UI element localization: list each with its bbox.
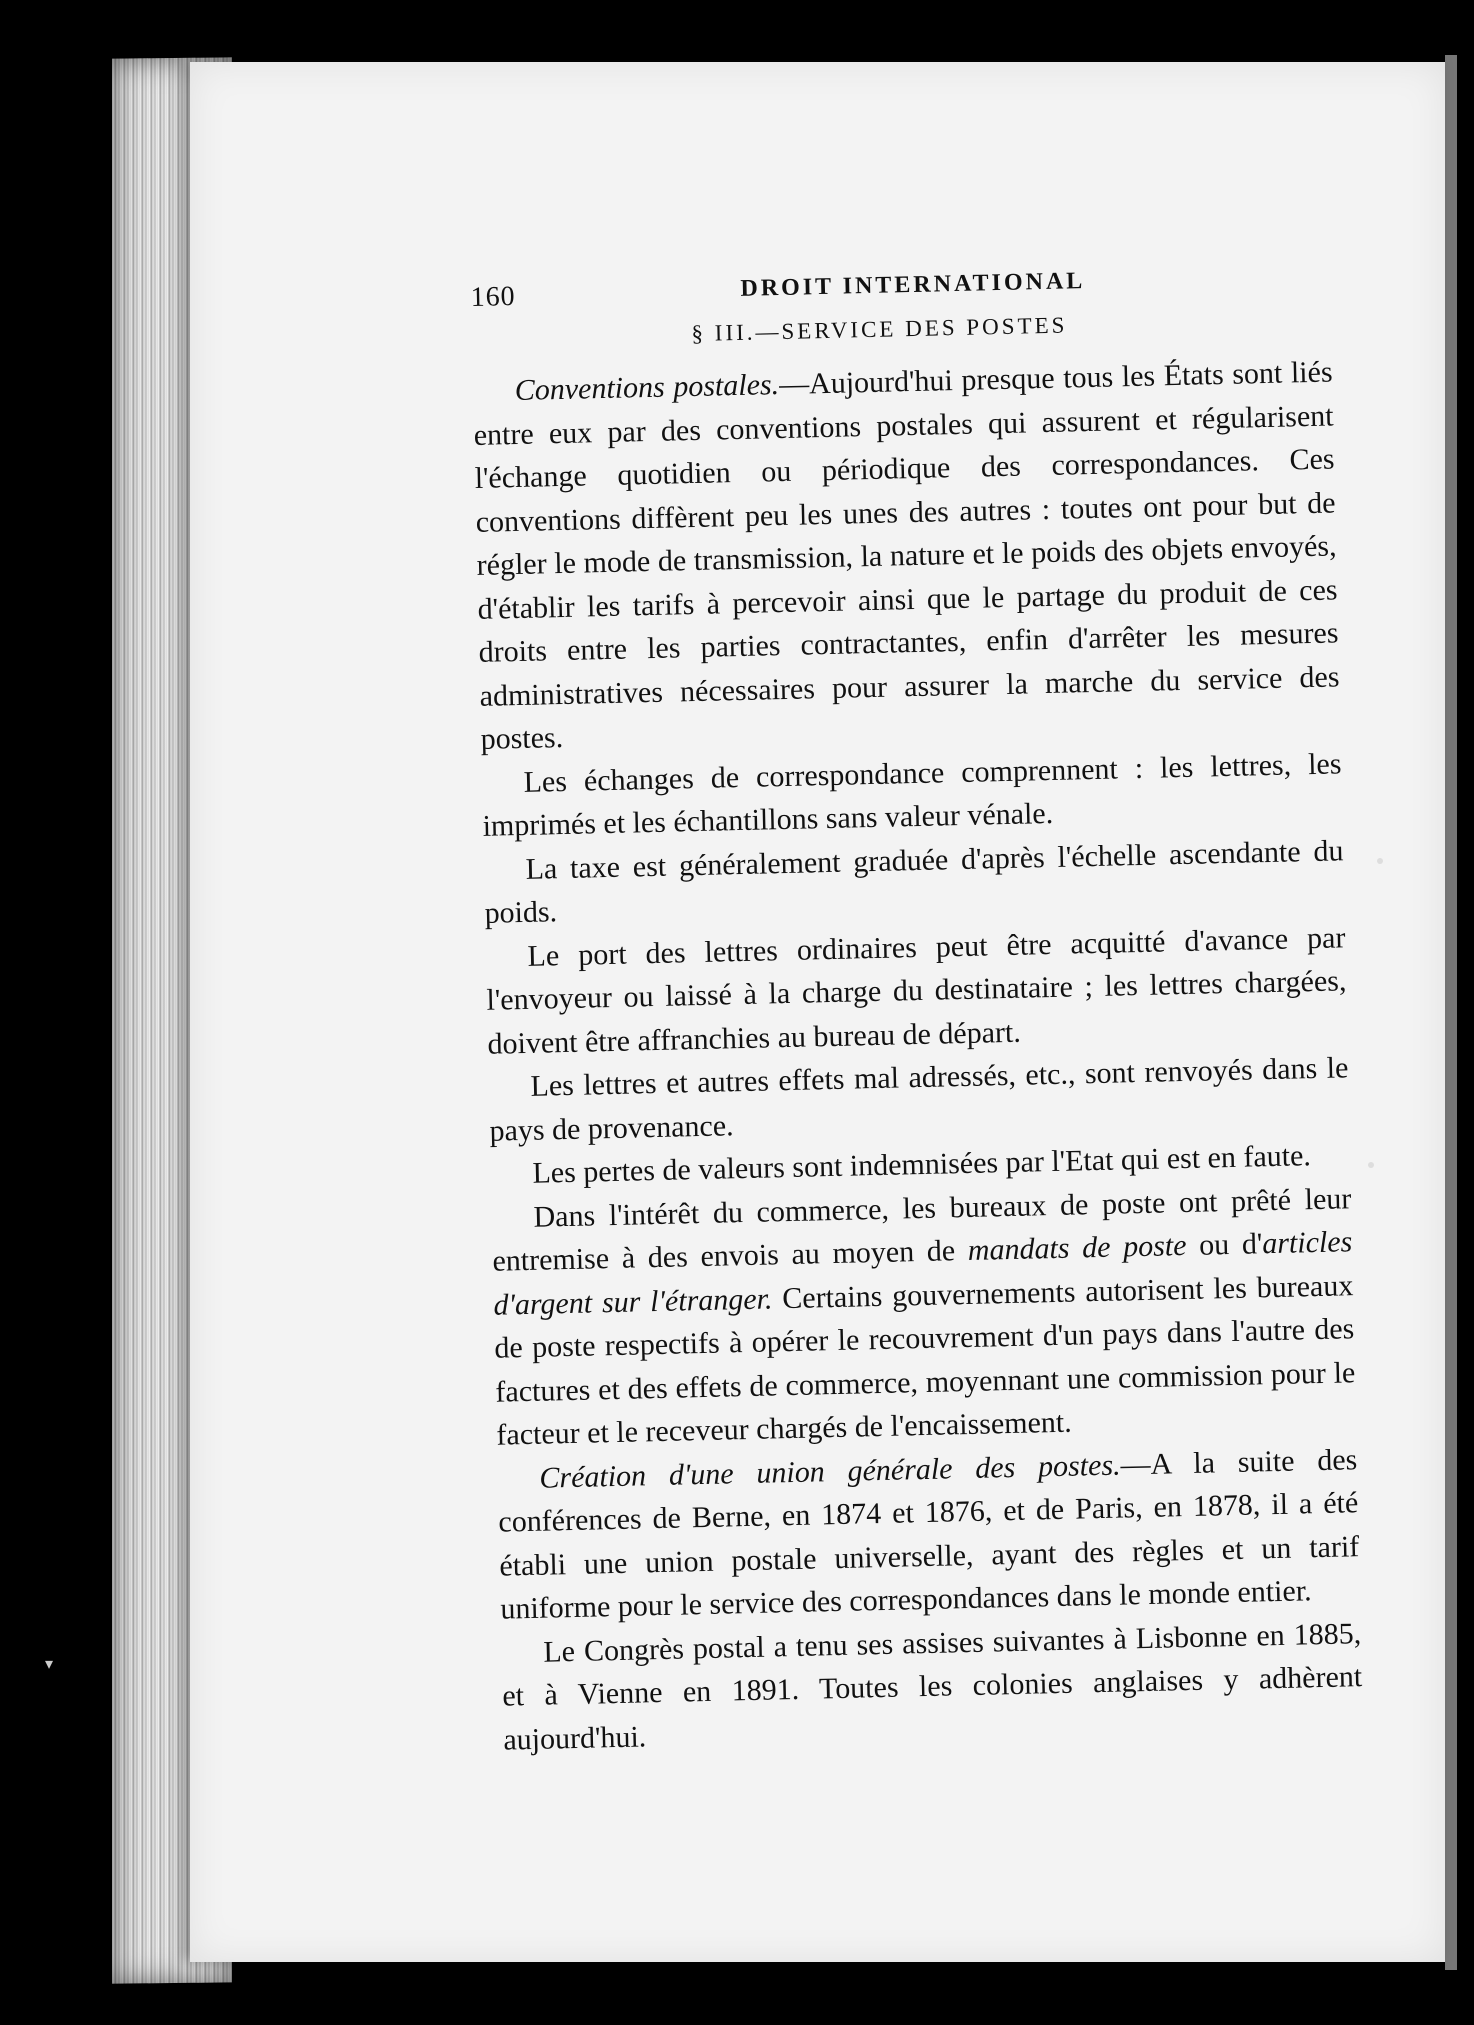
paragraph-italic: mandats de poste [967,1228,1187,1267]
paragraph-lead: Création d'une union générale des postes. [539,1448,1121,1495]
paragraph-text: Les lettres et autres effets mal adressés, etc., sont renvoyés dans le pays de provenance. [489,1051,1349,1148]
page-text-block [470,250,1364,1761]
paragraph-text: Les pertes de valeurs sont indemnisées par l'Etat qui est en faute. [532,1139,1312,1190]
margin-dot [1368,1162,1374,1168]
paragraph-text: Les échanges de correspondance comprennent : les lettres, les imprimés et les échantillons sans valeur vénale. [482,746,1342,843]
paragraph-lead: Conventions postales. [514,368,780,408]
paragraph-text: —Aujourd'hui presque tous les États sont liés entre eux par des conventions postales qui assurent et régularisent l'échange quotidien ou périodique des correspondances. Ces conventions diffèrent peu les unes des autres : toutes ont pour but de régler le mode de transmission, la nature et le poids des objets envoyés, d'établir les tarifs à percevoir ainsi que le partage du produit de ces droits entre les parties contractantes, enfin d'arrêter les mesures administratives nécessaires pour assurer la marche du service des postes. [473,355,1340,756]
margin-dot [1377,858,1383,864]
paragraph-port [485,916,1348,1066]
paragraph-text: —A la suite des conférences de Berne, en 1874 et 1876, et de Paris, en 1878, il a été établi une union postale universelle, ayant des règles et un tarif uniforme pour le service des correspondances dans le monde entier. [498,1442,1360,1626]
running-head: DROIT INTERNATIONAL [740,268,1086,302]
paragraph-italic: articles d'argent sur l'étranger. [493,1225,1353,1322]
section-title: § III.—SERVICE DES POSTES [691,312,1068,346]
paragraph-text: La taxe est généralement graduée d'après l'échelle ascendante du poids. [484,833,1344,930]
page-number: 160 [470,280,516,313]
paragraph-commerce [491,1177,1357,1457]
paragraph-text: Le port des lettres ordinaires peut être acquitté d'avance par l'envoyeur ou laissé à la charge du destinataire ; les lettres chargées, doivent être affranchies au bureau de départ. [486,920,1347,1061]
paragraph-text: Certains gouvernements autorisent les bureaux de poste respectifs à opérer le recouvrement d'un pays dans l'autre des factures et des effets de commerce, moyennant une commission pour le facteur et le receveur chargés de l'encaissement. [494,1268,1356,1452]
scan-mark-icon: ▾ [45,1654,54,1673]
paragraph-union [497,1438,1361,1631]
paragraph-text: Le Congrès postal a tenu ses assises suivantes à Lisbonne en 1885, et à Vienne en 1891. Toutes les colonies anglaises y adhèrent aujourd'hui. [501,1616,1363,1757]
book-cover-edge [1445,55,1457,1970]
paragraph-text: ou d' [1186,1227,1263,1262]
paragraph-conventions [472,350,1341,761]
paragraph-text: Dans l'intérêt du commerce, les bureaux de poste ont prêté leur entremise à des envois au moyen de [492,1181,1352,1278]
paragraph-congres [501,1612,1364,1762]
